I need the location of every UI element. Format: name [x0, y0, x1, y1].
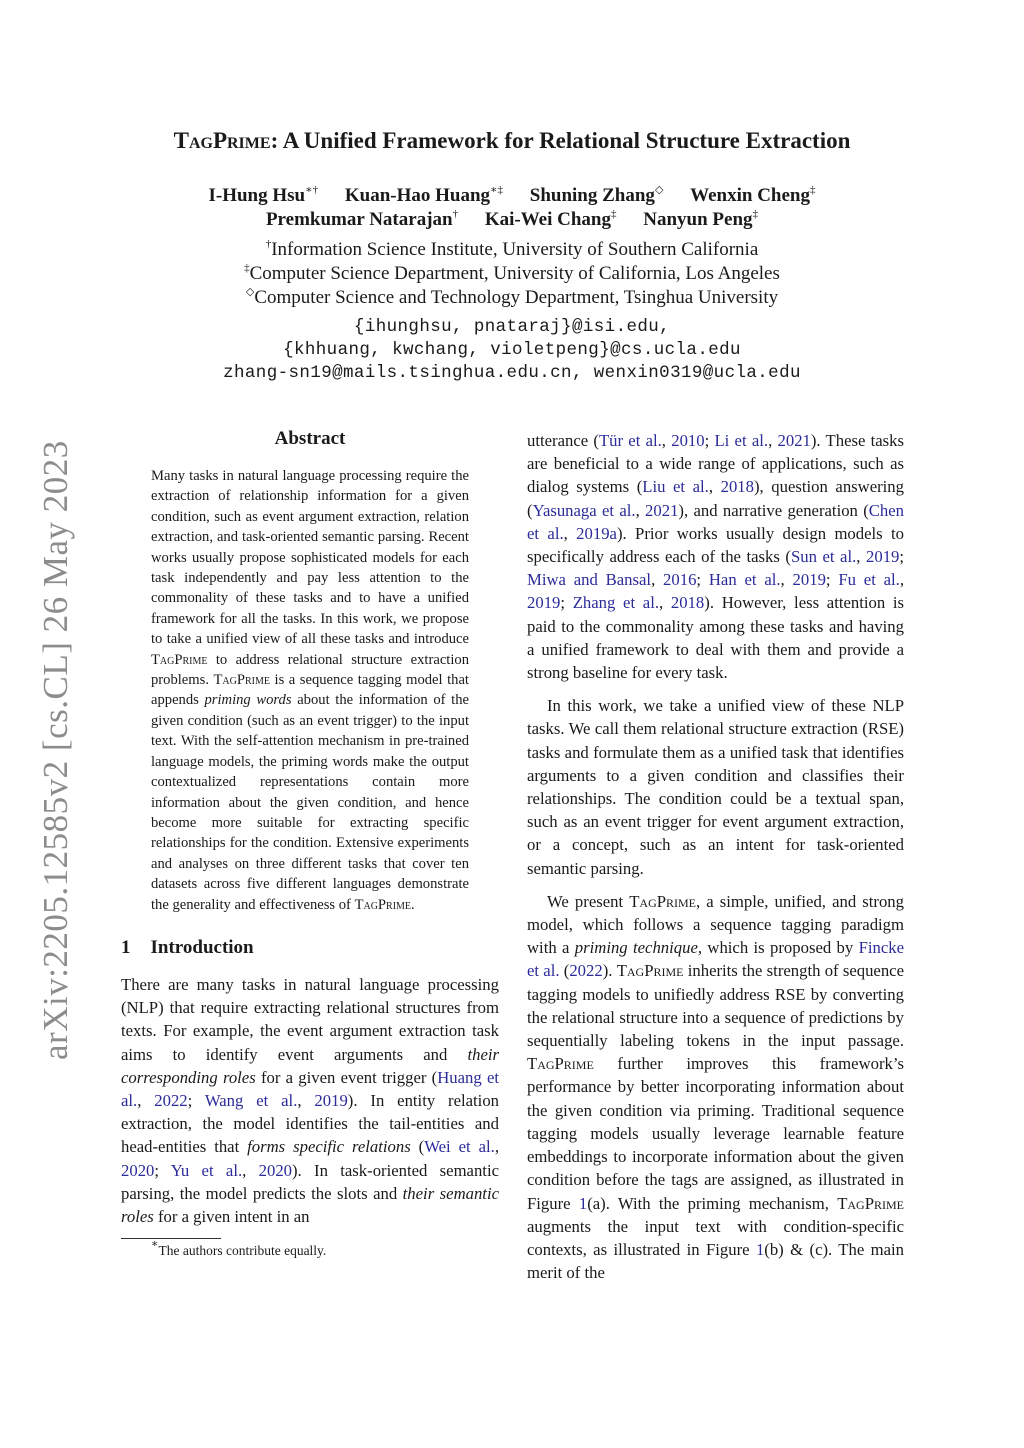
citation-link[interactable]: Tür et al.: [598, 431, 662, 450]
affiliation: ◇Computer Science and Technology Department, Tsinghua University: [245, 286, 779, 308]
affiliation: ‡Computer Science Department, University of California, Los Angeles: [244, 262, 780, 284]
citation-link[interactable]: Yasunaga et al.: [532, 500, 636, 520]
citation-link[interactable]: Sun et al.: [790, 547, 857, 567]
footnote-divider: [121, 1238, 221, 1239]
citation-link[interactable]: Fu et al.: [838, 570, 900, 590]
email-line: {ihunghsu, pnataraj}@isi.edu,: [353, 317, 671, 337]
citation-link[interactable]: 2019a: [576, 523, 617, 543]
citation-link[interactable]: Liu et al.: [642, 477, 709, 497]
author: Nanyun Peng‡: [643, 208, 759, 230]
figure-link[interactable]: 1: [578, 1193, 588, 1213]
figure-link[interactable]: 1: [755, 1239, 765, 1259]
citation-link[interactable]: 2010: [671, 431, 705, 450]
citation-link[interactable]: Wang et al.: [204, 1090, 298, 1110]
citation-link[interactable]: 2018: [720, 477, 754, 497]
author: Wenxin Cheng‡: [690, 184, 816, 206]
author: Kai-Wei Chang‡: [484, 208, 617, 230]
citation-link[interactable]: 2022: [154, 1090, 188, 1110]
footnote: ∗The authors contribute equally.: [151, 1238, 327, 1259]
citation-link[interactable]: Li et al.: [714, 431, 769, 450]
affiliation-list: [0, 238, 1024, 310]
citation-link[interactable]: Wei et al.: [424, 1137, 495, 1157]
title-model-name: TagPrime: [173, 128, 271, 153]
citation-link[interactable]: 2022: [569, 961, 603, 981]
citation-link[interactable]: Zhang et al.: [572, 593, 660, 613]
citation-link[interactable]: 2020: [121, 1160, 155, 1180]
author: Kuan-Hao Huang∗‡: [344, 184, 504, 206]
author-list: [0, 184, 1024, 232]
email-list: [0, 316, 1024, 385]
citation-link[interactable]: 2018: [670, 593, 705, 613]
citation-link[interactable]: 2019: [866, 547, 900, 567]
arxiv-identifier: arXiv:2205.12585v2 [cs.CL] 26 May 2023: [36, 440, 75, 1060]
citation-link[interactable]: 2019: [314, 1090, 348, 1110]
email-line: {khhuang, kwchang, violetpeng}@cs.ucla.edu: [283, 340, 741, 360]
citation-link[interactable]: Huang et al.: [121, 1067, 499, 1110]
author-line-1: [0, 184, 1024, 208]
citation-link[interactable]: 2020: [258, 1160, 292, 1180]
citation-link[interactable]: Yu et al.: [170, 1160, 243, 1180]
paper-title: [0, 128, 1024, 154]
paragraph: We present TagPrime, a simple, unified, and strong model, which follows a sequence tagging paradigm with a priming technique, which is proposed by Fincke et al. (2022). TagPrime inherits the strength of sequence tagging models to unifiedly address RSE by converting the relational structure into a sequence of predictions by sequentially labeling tokens in the input passage. TagPrime further improves this framework’s performance by better incorporating information about the given condition via priming. Traditional sequence tagging models usually leverage learnable feature embeddings to incorporate information about the given condition before the tags are assigned, as illustrated in Figure 1(a). With the priming mechanism, TagPrime augments the input text with condition-specific contexts, as illustrated in Figure 1(b) & (c). The main merit of the: [527, 891, 905, 1283]
paragraph: In this work, we take a unified view of these NLP tasks. We call them relational structure extraction (RSE) tasks and formulate them as a unified task that identifies arguments to a given condition and classifies their relationships. The condition could be a textual span, such as an event trigger for event argument extraction, or a concept, such as an intent for task-oriented semantic parsing.: [527, 696, 904, 878]
abstract-heading: Abstract: [274, 428, 346, 449]
left-column: [121, 428, 499, 1259]
paragraph: utterance (Tür et al., 2010; Li et al., 2021). These tasks are beneficial to a wide range of applications, such as dialog systems (Liu et al., 2018), question answering (Yasunaga et al., 2021), and narrative generation (Chen et al., 2019a). Prior works usually design models to specifically address each of the tasks (Sun et al., 2019; Miwa and Bansal, 2016; Han et al., 2019; Fu et al., 2019; Zhang et al., 2018). However, less attention is paid to the commonality among these tasks and having a unified framework to deal with them and provide a strong baseline for every task.: [527, 431, 905, 683]
citation-link[interactable]: 2016: [663, 570, 697, 590]
citation-link[interactable]: Fincke et al.: [527, 938, 905, 981]
citation-link[interactable]: Han et al.: [708, 570, 781, 590]
intro-paragraph: There are many tasks in natural language processing (NLP) that require extracting relational structures from texts. For example, the event argument extraction task aims to identify event arguments and their corresponding roles for a given event trigger (Huang et al., 2022; Wang et al., 2019). In entity relation extraction, the model identifies the tail-entities and head-entities that forms specific relations (Wei et al., 2020; Yu et al., 2020). In task-oriented semantic parsing, the model predicts the slots and their semantic roles for a given intent in an: [121, 974, 500, 1226]
author: I-Hung Hsu∗†: [208, 184, 319, 206]
citation-link[interactable]: Miwa and Bansal: [527, 570, 652, 590]
author-line-2: [0, 208, 1024, 232]
citation-link[interactable]: 2021: [777, 431, 811, 450]
affiliation: †Information Science Institute, University of Southern California: [265, 238, 759, 260]
citation-link[interactable]: 2019: [527, 593, 561, 613]
section-heading-introduction: 1 Introduction: [121, 936, 254, 958]
citation-link[interactable]: Chen et al.: [527, 500, 904, 543]
title-rest: : A Unified Framework for Relational Structure Extraction: [270, 128, 851, 153]
citation-link[interactable]: 2019: [792, 570, 826, 590]
citation-link[interactable]: 2021: [645, 500, 679, 520]
abstract-body: Many tasks in natural language processing require the extraction of relationship information for a given condition, such as event argument extraction, relation extraction, and task-oriented semantic parsing. Recent works usually propose sophisticated models for each task independently and pay less attention to the commonality of these tasks and to have a unified framework for all the tasks. In this work, we propose to take a unified view of all these tasks and introduce TagPrime to address relational structure extraction problems. TagPrime is a sequence tagging model that appends priming words about the information of the given condition (such as an event trigger) to the input text. With the self-attention mechanism in pre-trained language models, the priming words make the output contextualized representations contain more information about the given condition, and hence become more suitable for extracting specific relationships for the condition. Extensive experiments and analyses on three different tasks that cover ten datasets across five different languages demonstrate the generality and effectiveness of TagPrime.: [151, 468, 469, 913]
right-column: [527, 429, 904, 1294]
author: Premkumar Natarajan†: [265, 208, 459, 230]
email-line: zhang-sn19@mails.tsinghua.edu.cn, wenxin0319@ucla.edu: [223, 363, 801, 383]
author: Shuning Zhang◇: [529, 184, 664, 206]
